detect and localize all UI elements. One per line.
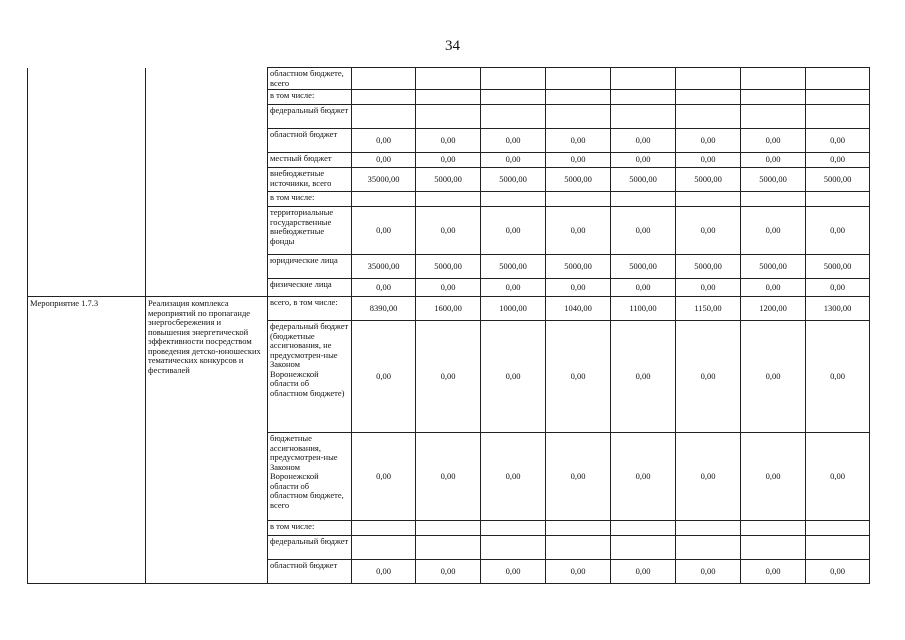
amount-cell: 0,00 bbox=[741, 433, 806, 521]
amount-cell bbox=[352, 192, 416, 207]
amount-cell bbox=[806, 105, 870, 129]
amount-cell: 0,00 bbox=[611, 560, 676, 584]
amount-cell bbox=[676, 105, 741, 129]
amount-cell: 5000,00 bbox=[806, 168, 870, 192]
amount-cell bbox=[741, 536, 806, 560]
amount-cell bbox=[676, 536, 741, 560]
funding-source-cell: федеральный бюджет bbox=[268, 536, 352, 560]
measure-code: Мероприятие 1.7.3 bbox=[28, 297, 146, 584]
funding-source-cell: местный бюджет bbox=[268, 153, 352, 168]
table-row bbox=[28, 68, 870, 90]
amount-cell: 0,00 bbox=[611, 321, 676, 433]
amount-cell: 1200,00 bbox=[741, 297, 806, 321]
amount-cell bbox=[416, 90, 481, 105]
amount-cell bbox=[611, 90, 676, 105]
amount-cell bbox=[481, 536, 546, 560]
amount-cell: 1600,00 bbox=[416, 297, 481, 321]
amount-cell bbox=[416, 521, 481, 536]
amount-cell: 0,00 bbox=[481, 129, 546, 153]
amount-cell bbox=[416, 192, 481, 207]
amount-cell bbox=[416, 68, 481, 90]
amount-cell: 0,00 bbox=[352, 560, 416, 584]
amount-cell: 8390,00 bbox=[352, 297, 416, 321]
amount-cell bbox=[352, 105, 416, 129]
amount-cell: 5000,00 bbox=[546, 168, 611, 192]
funding-source-cell: физические лица bbox=[268, 279, 352, 297]
amount-cell: 0,00 bbox=[806, 321, 870, 433]
amount-cell: 0,00 bbox=[481, 560, 546, 584]
amount-cell bbox=[352, 521, 416, 536]
amount-cell bbox=[611, 536, 676, 560]
amount-cell bbox=[481, 192, 546, 207]
funding-source-cell: в том числе: bbox=[268, 192, 352, 207]
amount-cell: 0,00 bbox=[481, 279, 546, 297]
amount-cell: 0,00 bbox=[416, 560, 481, 584]
amount-cell bbox=[416, 105, 481, 129]
amount-cell bbox=[546, 90, 611, 105]
amount-cell: 35000,00 bbox=[352, 255, 416, 279]
amount-cell bbox=[352, 90, 416, 105]
amount-cell: 5000,00 bbox=[481, 168, 546, 192]
amount-cell bbox=[546, 521, 611, 536]
amount-cell bbox=[741, 105, 806, 129]
funding-source-cell: областной бюджет bbox=[268, 129, 352, 153]
amount-cell: 0,00 bbox=[416, 129, 481, 153]
amount-cell bbox=[611, 192, 676, 207]
funding-source-cell: бюджетные ассигнования, предусмотрен-ные Законом Воронежской области об областном бюджете, всего bbox=[268, 433, 352, 521]
amount-cell: 5000,00 bbox=[481, 255, 546, 279]
amount-cell: 5000,00 bbox=[416, 168, 481, 192]
amount-cell: 0,00 bbox=[352, 279, 416, 297]
funding-source-cell: областной бюджет bbox=[268, 560, 352, 584]
amount-cell: 0,00 bbox=[546, 153, 611, 168]
amount-cell bbox=[806, 90, 870, 105]
amount-cell bbox=[481, 68, 546, 90]
amount-cell: 0,00 bbox=[741, 279, 806, 297]
amount-cell: 0,00 bbox=[741, 129, 806, 153]
amount-cell bbox=[611, 105, 676, 129]
amount-cell: 0,00 bbox=[481, 207, 546, 255]
amount-cell: 0,00 bbox=[352, 433, 416, 521]
amount-cell bbox=[676, 192, 741, 207]
amount-cell: 0,00 bbox=[741, 207, 806, 255]
amount-cell bbox=[741, 192, 806, 207]
amount-cell: 5000,00 bbox=[806, 255, 870, 279]
amount-cell bbox=[806, 521, 870, 536]
amount-cell bbox=[676, 521, 741, 536]
funding-source-cell: в том числе: bbox=[268, 521, 352, 536]
amount-cell: 5000,00 bbox=[546, 255, 611, 279]
amount-cell: 0,00 bbox=[546, 207, 611, 255]
amount-cell: 0,00 bbox=[546, 321, 611, 433]
amount-cell: 5000,00 bbox=[416, 255, 481, 279]
funding-source-cell: внебюджетные источники, всего bbox=[268, 168, 352, 192]
amount-cell bbox=[806, 536, 870, 560]
amount-cell: 1000,00 bbox=[481, 297, 546, 321]
amount-cell: 0,00 bbox=[546, 433, 611, 521]
funding-source-cell: в том числе: bbox=[268, 90, 352, 105]
amount-cell: 0,00 bbox=[611, 433, 676, 521]
amount-cell bbox=[546, 105, 611, 129]
program-name-cell bbox=[146, 68, 268, 297]
amount-cell: 0,00 bbox=[352, 129, 416, 153]
amount-cell bbox=[676, 68, 741, 90]
amount-cell: 0,00 bbox=[676, 321, 741, 433]
amount-cell: 0,00 bbox=[416, 433, 481, 521]
budget-table bbox=[27, 67, 870, 584]
amount-cell: 0,00 bbox=[416, 321, 481, 433]
amount-cell: 5000,00 bbox=[611, 255, 676, 279]
amount-cell: 5000,00 bbox=[676, 255, 741, 279]
amount-cell: 0,00 bbox=[546, 560, 611, 584]
amount-cell: 0,00 bbox=[611, 153, 676, 168]
amount-cell bbox=[741, 68, 806, 90]
amount-cell: 0,00 bbox=[741, 560, 806, 584]
amount-cell: 5000,00 bbox=[741, 168, 806, 192]
amount-cell: 1300,00 bbox=[806, 297, 870, 321]
amount-cell: 0,00 bbox=[611, 279, 676, 297]
amount-cell bbox=[546, 192, 611, 207]
amount-cell: 0,00 bbox=[806, 129, 870, 153]
amount-cell: 0,00 bbox=[546, 129, 611, 153]
amount-cell bbox=[546, 68, 611, 90]
amount-cell: 1150,00 bbox=[676, 297, 741, 321]
amount-cell: 0,00 bbox=[352, 321, 416, 433]
amount-cell: 0,00 bbox=[481, 153, 546, 168]
amount-cell: 0,00 bbox=[741, 153, 806, 168]
funding-source-cell: всего, в том числе: bbox=[268, 297, 352, 321]
amount-cell: 0,00 bbox=[806, 207, 870, 255]
amount-cell: 0,00 bbox=[416, 279, 481, 297]
funding-source-cell: областном бюджете, всего bbox=[268, 68, 352, 90]
amount-cell bbox=[806, 192, 870, 207]
amount-cell bbox=[352, 68, 416, 90]
amount-cell: 0,00 bbox=[806, 153, 870, 168]
amount-cell bbox=[676, 90, 741, 105]
amount-cell: 0,00 bbox=[806, 433, 870, 521]
funding-source-cell: федеральный бюджет (бюджетные ассигнования, не предусмотрен-ные Законом Воронежской области об областном бюджете) bbox=[268, 321, 352, 433]
funding-source-cell: юридические лица bbox=[268, 255, 352, 279]
amount-cell: 0,00 bbox=[676, 207, 741, 255]
amount-cell bbox=[741, 90, 806, 105]
amount-cell bbox=[611, 68, 676, 90]
amount-cell: 0,00 bbox=[676, 279, 741, 297]
amount-cell: 0,00 bbox=[546, 279, 611, 297]
measure-title: Реализация комплекса мероприятий по пропаганде энергосбережения и повышения энергетической эффективности посредством проведения детско-юношеских тематических конкурсов и фестивалей bbox=[146, 297, 268, 584]
amount-cell: 1100,00 bbox=[611, 297, 676, 321]
amount-cell bbox=[481, 521, 546, 536]
amount-cell bbox=[481, 105, 546, 129]
amount-cell: 0,00 bbox=[676, 560, 741, 584]
amount-cell: 0,00 bbox=[806, 560, 870, 584]
amount-cell: 0,00 bbox=[741, 321, 806, 433]
amount-cell: 0,00 bbox=[481, 321, 546, 433]
amount-cell: 0,00 bbox=[611, 207, 676, 255]
amount-cell bbox=[546, 536, 611, 560]
funding-source-cell: федеральный бюджет bbox=[268, 105, 352, 129]
page-number: 34 bbox=[445, 38, 460, 54]
amount-cell bbox=[416, 536, 481, 560]
status-cell bbox=[28, 68, 146, 297]
table-row bbox=[28, 297, 870, 321]
amount-cell: 5000,00 bbox=[741, 255, 806, 279]
amount-cell: 0,00 bbox=[352, 153, 416, 168]
amount-cell: 35000,00 bbox=[352, 168, 416, 192]
amount-cell bbox=[611, 521, 676, 536]
amount-cell: 0,00 bbox=[676, 153, 741, 168]
amount-cell: 0,00 bbox=[806, 279, 870, 297]
amount-cell: 0,00 bbox=[676, 129, 741, 153]
amount-cell: 5000,00 bbox=[611, 168, 676, 192]
funding-source-cell: территориальные государственные внебюджетные фонды bbox=[268, 207, 352, 255]
amount-cell: 0,00 bbox=[416, 153, 481, 168]
amount-cell bbox=[481, 90, 546, 105]
amount-cell: 5000,00 bbox=[676, 168, 741, 192]
budget-table-body bbox=[28, 68, 870, 584]
amount-cell: 0,00 bbox=[352, 207, 416, 255]
amount-cell: 0,00 bbox=[481, 433, 546, 521]
amount-cell bbox=[806, 68, 870, 90]
amount-cell bbox=[741, 521, 806, 536]
amount-cell: 1040,00 bbox=[546, 297, 611, 321]
amount-cell: 0,00 bbox=[416, 207, 481, 255]
amount-cell: 0,00 bbox=[611, 129, 676, 153]
amount-cell: 0,00 bbox=[676, 433, 741, 521]
amount-cell bbox=[352, 536, 416, 560]
